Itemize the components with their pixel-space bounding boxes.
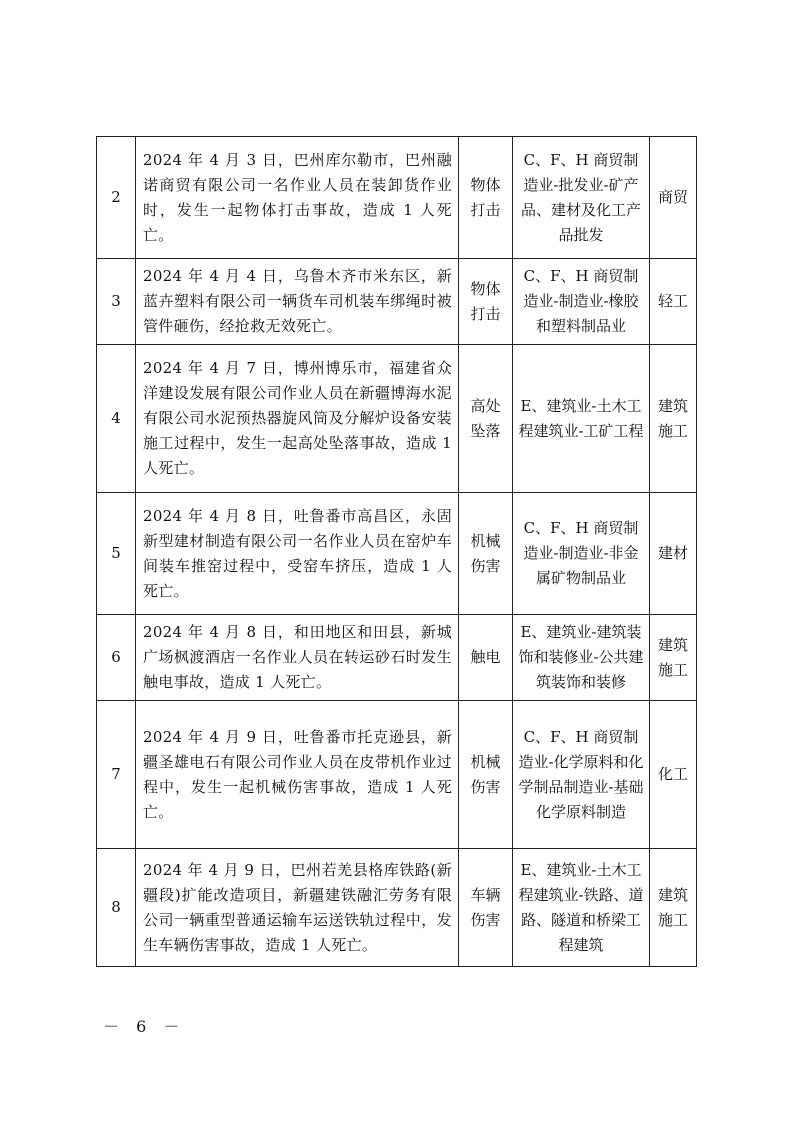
accident-description-cell [136, 137, 459, 259]
accident-description-text: 2024 年 4 月 4 日，乌鲁木齐市米东区，新蓝卉塑料有限公司一辆货车司机装车绑绳时被管件砸伤，经抢救无效死亡。 [143, 267, 452, 335]
accident-type-cell [459, 345, 513, 493]
row-number-text: 5 [111, 544, 121, 562]
row-number-cell [97, 849, 136, 967]
accident-description-text: 2024 年 4 月 7 日，博州博乐市，福建省众洋建设发展有限公司作业人员在新疆博海水泥有限公司水泥预热器旋风筒及分解炉设备安装施工过程中，发生一起高处坠落事故，造成 1 人死亡。 [143, 359, 452, 477]
row-number-text: 2 [111, 188, 121, 206]
accident-description-cell [136, 345, 459, 493]
table-row [97, 493, 697, 615]
category-text: 建筑施工 [657, 396, 688, 440]
category-text: 建材 [657, 544, 688, 562]
row-number-cell [97, 137, 136, 259]
industry-text: E、建筑业-建筑装饰和装修业-公共建筑装饰和装修 [518, 623, 644, 691]
accident-type-text: 物体打击 [470, 279, 501, 323]
industry-text: C、F、H 商贸制造业-制造业-橡胶和塑料制品业 [523, 267, 639, 335]
row-number-text: 6 [111, 648, 121, 666]
row-number-cell [97, 259, 136, 345]
category-cell [650, 493, 697, 615]
row-number-cell [97, 345, 136, 493]
category-text: 化工 [657, 765, 688, 783]
accident-description-cell [136, 849, 459, 967]
industry-cell [513, 493, 650, 615]
industry-cell [513, 259, 650, 345]
row-number-text: 4 [111, 409, 121, 427]
accident-description-cell [136, 493, 459, 615]
accident-type-text: 车辆伤害 [470, 885, 501, 929]
industry-cell [513, 345, 650, 493]
row-number-cell [97, 701, 136, 849]
accident-type-cell [459, 493, 513, 615]
industry-text: C、F、H 商贸制造业-制造业-非金属矿物制品业 [523, 519, 639, 587]
accident-description-text: 2024 年 4 月 8 日，吐鲁番市高昌区，永固新型建材制造有限公司一名作业人员在窑炉车间装车推窑过程中，受窑车挤压，造成 1 人死亡。 [143, 506, 452, 600]
industry-cell [513, 849, 650, 967]
accident-type-text: 物体打击 [470, 175, 501, 219]
industry-cell [513, 615, 650, 701]
table-row [97, 345, 697, 493]
accident-type-cell [459, 849, 513, 967]
accident-type-cell [459, 615, 513, 701]
accident-type-cell [459, 137, 513, 259]
industry-text: C、F、H 商贸制造业-化学原料和化学制品制造业-基础化学原料制造 [518, 727, 644, 821]
accident-table [96, 136, 697, 967]
row-number-cell [97, 493, 136, 615]
category-cell [650, 701, 697, 849]
category-cell [650, 259, 697, 345]
category-cell [650, 345, 697, 493]
accident-description-cell [136, 615, 459, 701]
table-row [97, 615, 697, 701]
row-number-text: 3 [111, 292, 121, 310]
row-number-text: 8 [111, 898, 121, 916]
accident-type-cell [459, 701, 513, 849]
row-number-text: 7 [111, 765, 121, 783]
table-row [97, 259, 697, 345]
table-row [97, 137, 697, 259]
accident-description-cell [136, 701, 459, 849]
industry-text: E、建筑业-土木工程建筑业-铁路、道路、隧道和桥梁工程建筑 [518, 860, 644, 954]
category-text: 轻工 [657, 292, 688, 310]
page-number: － 6 － [103, 1017, 186, 1036]
industry-text: C、F、H 商贸制造业-批发业-矿产品、建材及化工产品批发 [520, 150, 641, 244]
industry-cell [513, 701, 650, 849]
table-row [97, 849, 697, 967]
row-number-cell [97, 615, 136, 701]
accident-description-text: 2024 年 4 月 8 日，和田地区和田县，新城广场枫渡酒店一名作业人员在转运砂石时发生触电事故，造成 1 人死亡。 [143, 623, 452, 691]
industry-text: E、建筑业-土木工程建筑业-工矿工程 [518, 396, 644, 440]
accident-description-text: 2024 年 4 月 3 日，巴州库尔勒市，巴州融诺商贸有限公司一名作业人员在装卸货作业时，发生一起物体打击事故，造成 1 人死亡。 [143, 150, 452, 244]
accident-type-text: 机械伤害 [470, 752, 501, 796]
accident-description-text: 2024 年 4 月 9 日，吐鲁番市托克逊县，新疆圣雄电石有限公司作业人员在皮带机作业过程中，发生一起机械伤害事故，造成 1 人死亡。 [143, 727, 452, 821]
accident-description-cell [136, 259, 459, 345]
industry-cell [513, 137, 650, 259]
category-cell [650, 615, 697, 701]
category-text: 建筑施工 [657, 635, 688, 679]
accident-description-text: 2024 年 4 月 9 日，巴州若羌县格库铁路(新疆段)扩能改造项目，新疆建铁融汇劳务有限公司一辆重型普通运输车运送铁轨过程中，发生车辆伤害事故，造成 1 人死亡。 [143, 860, 452, 954]
category-cell [650, 137, 697, 259]
category-text: 商贸 [657, 188, 688, 206]
category-text: 建筑施工 [657, 885, 688, 929]
table-row [97, 701, 697, 849]
category-cell [650, 849, 697, 967]
accident-type-text: 机械伤害 [470, 531, 501, 575]
accident-type-text: 高处坠落 [470, 396, 501, 440]
accident-type-text: 触电 [470, 648, 501, 666]
accident-table-body [97, 137, 697, 967]
accident-type-cell [459, 259, 513, 345]
